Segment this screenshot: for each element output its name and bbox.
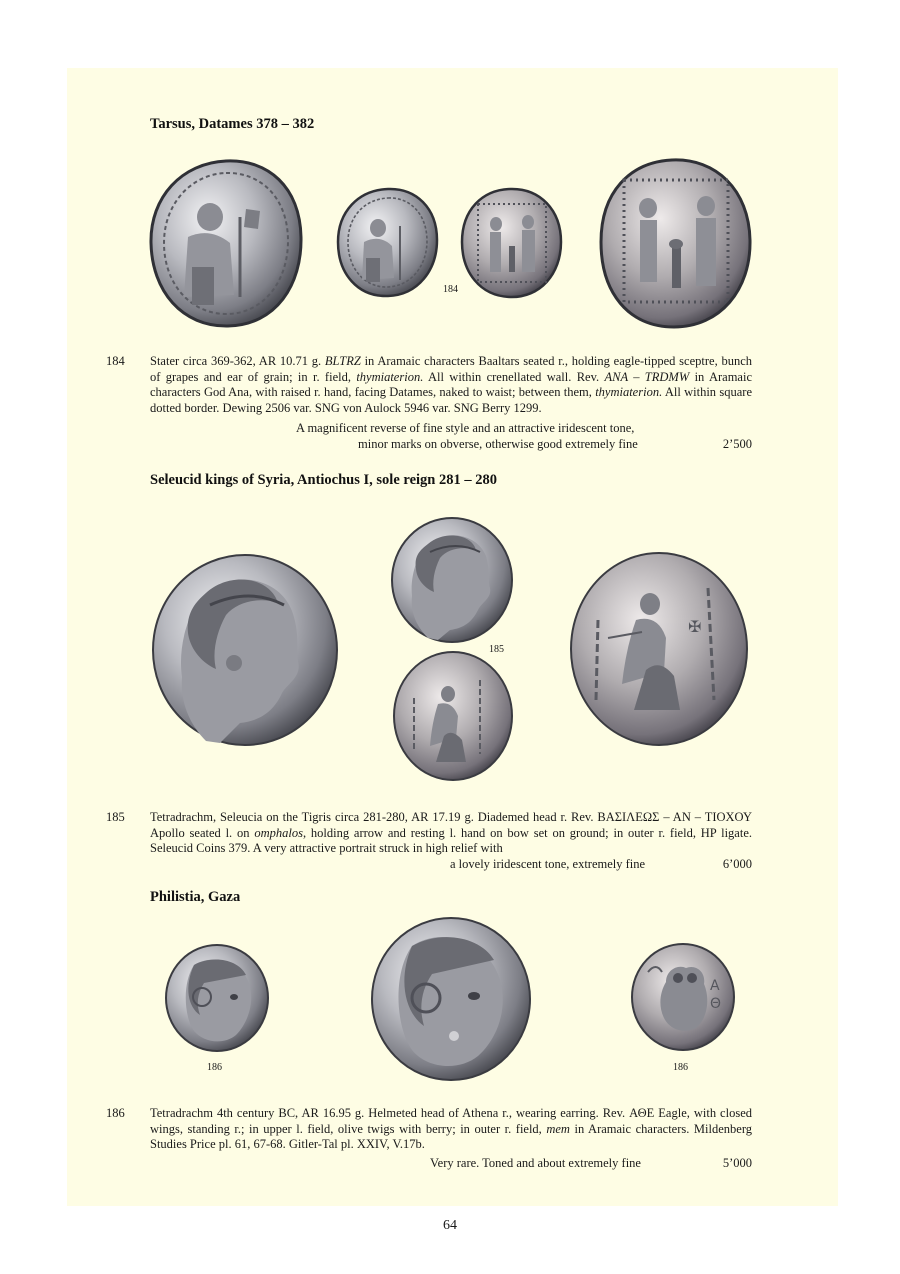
page-number: 64: [443, 1218, 457, 1233]
lot-185-condition-line: a lovely iridescent tone, extremely fine: [450, 857, 646, 871]
coin-184-obverse-large: [148, 157, 303, 329]
coin-184-reverse-large: [598, 156, 752, 330]
coin-186-obverse-small: [164, 943, 270, 1053]
lot-number-185: 185: [106, 810, 125, 824]
svg-text:Α: Α: [710, 978, 720, 994]
lot-185-estimate: 6’000: [722, 857, 752, 871]
svg-text:Θ: Θ: [710, 996, 722, 1012]
lot-description-186: Tetradrachm 4th century BC, AR 16.95 g. Helmeted head of Athena r., wearing earring. Rev. ΑΘΕ Eagle, with closed wings, standing r.; in upper l. field, olive twigs with berry; in outer r. field, mem in Aramaic characters. Mildenberg Studies Price pl. 61, 67-68. Gitler-Tal pl. XXIV, V.17b.: [150, 1106, 752, 1151]
lot-184-estimate: 2’500: [722, 437, 752, 451]
coin-185-obverse-large: [150, 553, 340, 747]
coin-185-reverse-small: [392, 650, 514, 782]
lot-184-condition-line-2: minor marks on obverse, otherwise good extremely fine: [358, 437, 638, 451]
image-label-186-right: 186: [673, 1062, 688, 1073]
section-heading-seleucid: Seleucid kings of Syria, Antiochus I, sole reign 281 – 280: [150, 472, 497, 488]
section-heading-philistia: Philistia, Gaza: [150, 889, 241, 905]
image-label-184: 184: [443, 284, 458, 295]
lot-184-condition-line-1: A magnificent reverse of fine style and an attractive iridescent tone,: [296, 421, 635, 435]
lot-number-186: 186: [106, 1106, 125, 1120]
lot-186-estimate: 5’000: [722, 1156, 752, 1170]
lot-description-185: Tetradrachm, Seleucia on the Tigris circa 281-280, AR 17.19 g. Diademed head r. Rev. ΒΑΣΙΛΕΩΣ – ΑΝ – ΤΙΟΧΟΥ Apollo seated l. on omphalos, holding arrow and resting l. hand on bow set on ground; in outer r. field, HP ligate. Seleucid Coins 379. A very attractive portrait struck in high relief with: [150, 810, 752, 855]
image-label-185: 185: [489, 644, 504, 655]
lot-186-condition-line: Very rare. Toned and about extremely fine: [430, 1156, 641, 1170]
coin-186-obverse-large: [370, 916, 532, 1082]
image-label-186-left: 186: [207, 1062, 222, 1073]
lot-description-184: Stater circa 369-362, AR 10.71 g. BLTRZ in Aramaic characters Baaltars seated r., holding eagle-tipped sceptre, bunch of grapes and ear of grain; in r. field, thymiaterion. All within crenellated wall. Rev. ANA – TRDMW in Aramaic characters God Ana, with raised r. hand, facing Datames, naked to waist; between them, thymiaterion. All within square dotted border. Dewing 2506 var. SNG von Aulock 5946 var. SNG Berry 1299.: [150, 354, 752, 415]
coin-185-reverse-large: [568, 550, 750, 748]
section-heading-tarsus: Tarsus, Datames 378 – 382: [150, 116, 315, 132]
coin-184-reverse-small: [460, 186, 563, 300]
coin-186-reverse: [630, 942, 736, 1052]
coin-185-obverse-small: [390, 516, 514, 644]
lot-number-184: 184: [106, 354, 125, 368]
svg-text:✠: ✠: [688, 617, 702, 636]
coin-184-obverse-small: [336, 186, 439, 298]
